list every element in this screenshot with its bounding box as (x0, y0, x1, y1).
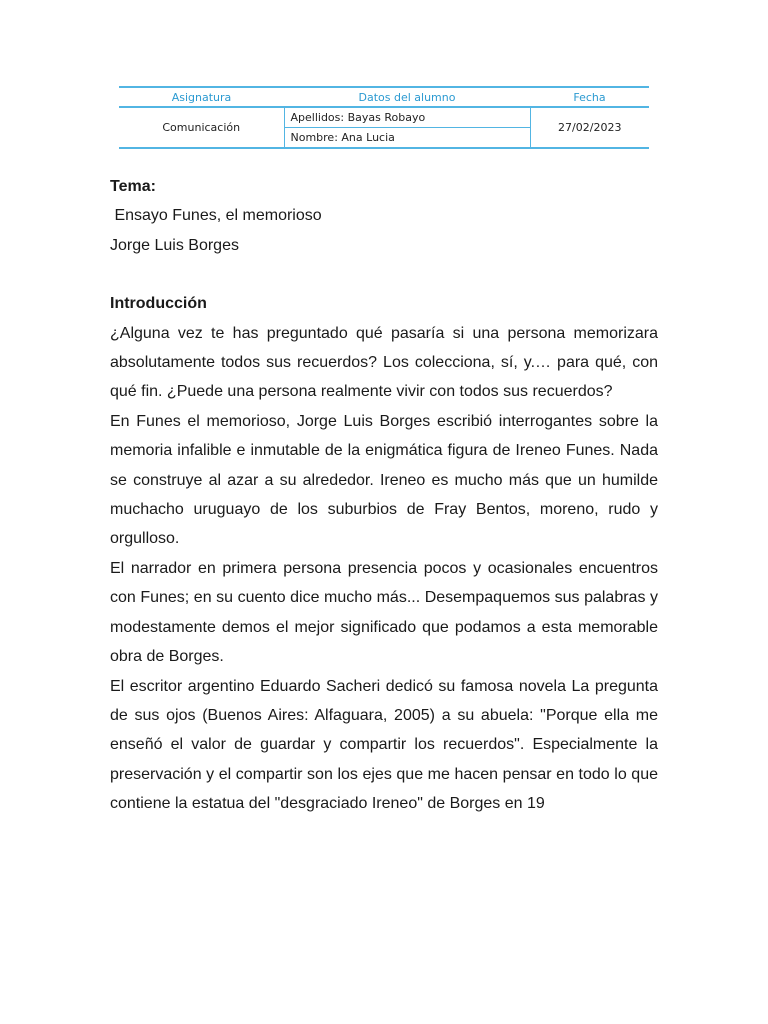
tema-heading: Tema: (110, 178, 156, 195)
student-info-table (119, 86, 649, 149)
asignatura-value: Comunicación (119, 107, 284, 148)
fecha-value: 27/02/2023 (530, 107, 649, 148)
table-row (119, 107, 649, 128)
column-header-fecha: Fecha (530, 87, 649, 107)
paragraph-2: En Funes el memorioso, Jorge Luis Borges escribió interrogantes sobre la memoria infalible e inmutable de la enigmática figura de Ireneo Funes. Nada se construye al azar a su alrededor. Ireneo es mucho más que un humilde muchacho uruguayo de los suburbios de Fray Bentos, moreno, rudo y orgulloso. (110, 412, 658, 548)
paragraph-3: El narrador en primera persona presencia pocos y ocasionales encuentros con Funes; en su cuento dice mucho más... Desempaquemos sus palabras y modestamente demos el mejor significado que podamos a esta memorable obra de Borges. (110, 559, 658, 666)
column-header-asignatura: Asignatura (119, 87, 284, 107)
intro-heading: Introducción (110, 295, 207, 313)
paragraph-1: ¿Alguna vez te has preguntado qué pasaría si una persona memorizara absolutamente todos sus recuerdos? Los colecciona, sí, y.… para qué, con qué fin. ¿Puede una persona realmente vivir con todos sus recuerdos? (110, 324, 658, 401)
spacer (110, 260, 658, 289)
table-header-row (119, 87, 649, 107)
apellidos-value: Apellidos: Bayas Robayo (284, 107, 530, 128)
nombre-value: Nombre: Ana Lucia (284, 128, 530, 149)
column-header-datos-alumno: Datos del alumno (284, 87, 530, 107)
paragraph-4: El escritor argentino Eduardo Sacheri dedicó su famosa novela La pregunta de sus ojos (Buenos Aires: Alfaguara, 2005) a su abuela: "Porque ella me enseñó el valor de guardar y compartir los recuerdos". Especialmente la preservación y el compartir son los ejes que me hacen pensar en todo lo que contiene la estatua del "desgraciado Ireneo" de Borges en 19 (110, 677, 658, 813)
tema-author: Jorge Luis Borges (110, 236, 239, 254)
document-body (110, 172, 658, 819)
tema-title: Ensayo Funes, el memorioso (110, 207, 322, 225)
